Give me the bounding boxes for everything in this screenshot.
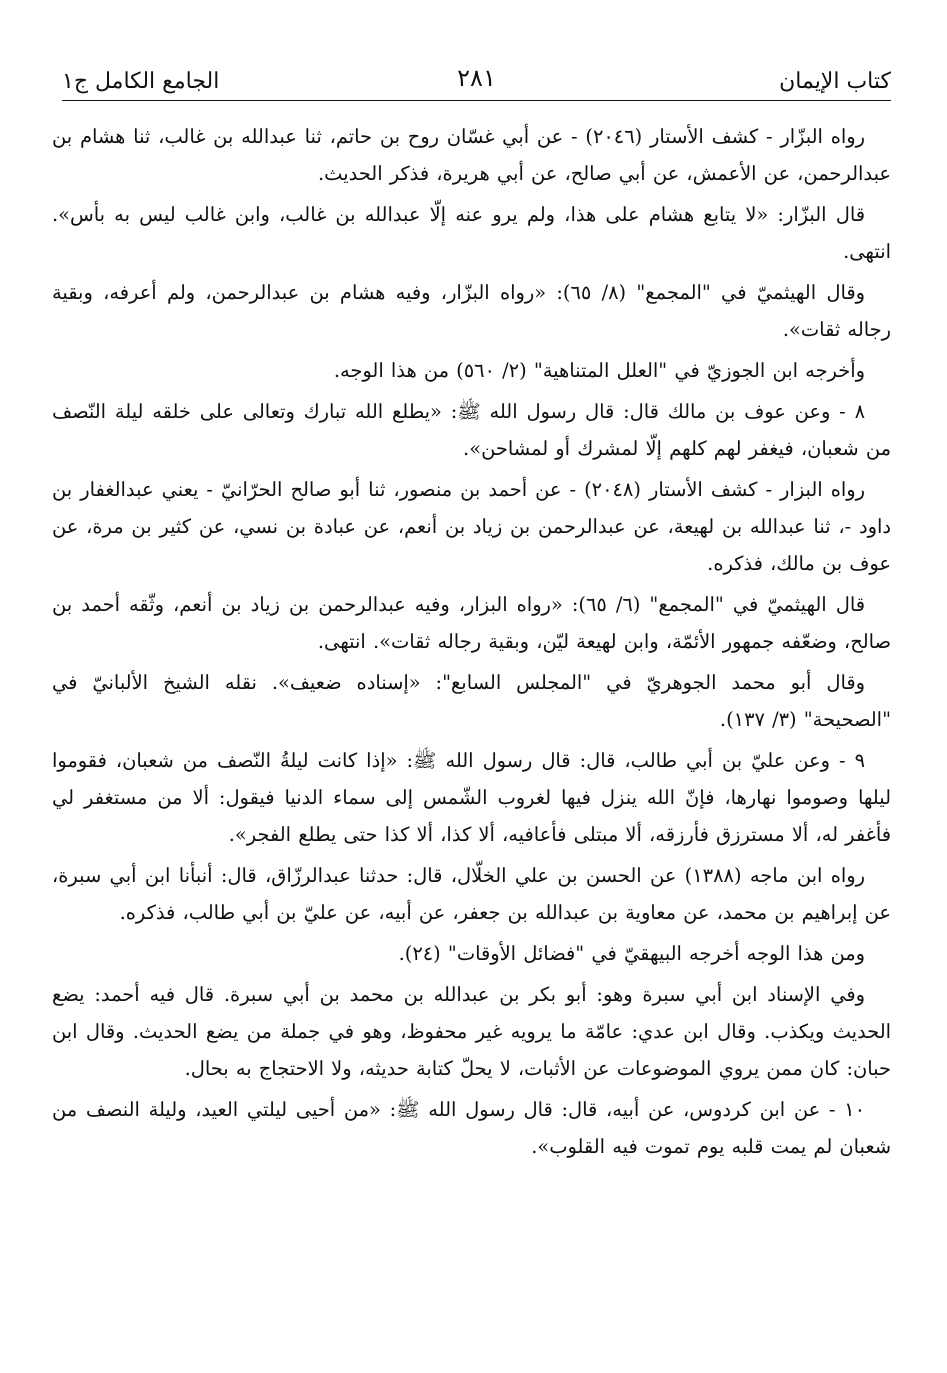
page-body <box>52 118 891 1333</box>
paragraph: رواه البزّار - كشف الأستار (٢٠٤٦) - عن أبي غسّان روح بن حاتم، ثنا عبدالله بن غالب، ثنا هشام بن عبدالرحمن، عن الأعمش، عن أبي صالح، عن أبي هريرة، فذكر الحديث. <box>52 125 891 185</box>
book-title: الجامع الكامل ج١ <box>62 69 220 94</box>
header-rule <box>62 100 891 101</box>
paragraph: وقال الهيثميّ في "المجمع" (٨/ ٦٥): «رواه البزّار، وفيه هشام بن عبدالرحمن، ولم أعرفه، وبقية رجاله ثقات». <box>52 281 891 341</box>
hadith-9: ٩ - وعن عليّ بن أبي طالب، قال: قال رسول الله ﷺ: «إذا كانت ليلةُ النّصف من شعبان، فقوموا ليلها وصوموا نهارها، فإنّ الله ينزل فيها لغروب الشّمس إلى سماء الدنيا فيقول: ألا من مستغفر لي فأغفر له، ألا مسترزق فأرزقه، ألا مبتلى فأعافيه، ألا كذا، ألا كذا حتى يطلع الفجر». <box>52 749 891 846</box>
paragraph: رواه البزار - كشف الأستار (٢٠٤٨) - عن أحمد بن منصور، ثنا أبو صالح الحرّانيّ - يعني عبدالغفار بن داود -، ثنا عبدالله بن لهيعة، عن عبدالرحمن بن زياد بن أنعم، عن عبادة بن نسي، عن كثير بن مرة، عن عوف بن مالك، فذكره. <box>52 478 891 575</box>
running-header <box>62 58 891 96</box>
paragraph: وقال أبو محمد الجوهريّ في "المجلس السابع": «إسناده ضعيف». نقله الشيخ الألبانيّ في "الصحيحة" (٣/ ١٣٧). <box>52 671 891 731</box>
paragraph: قال الهيثميّ في "المجمع" (٦/ ٦٥): «رواه البزار، وفيه عبدالرحمن بن زياد بن أنعم، وثّقه أحمد بن صالح، وضعّفه جمهور الأئمّة، وابن لهيعة ليّن، وبقية رجاله ثقات». انتهى. <box>52 593 891 653</box>
paragraph: ومن هذا الوجه أخرجه البيهقيّ في "فضائل الأوقات" (٢٤). <box>398 942 865 965</box>
chapter-title: كتاب الإيمان <box>779 69 891 94</box>
hadith-10: ١٠ - عن ابن كردوس، عن أبيه، قال: قال رسول الله ﷺ: «من أحيى ليلتي العيد، وليلة النصف من شعبان لم يمت قلبه يوم تموت فيه القلوب». <box>52 1098 891 1158</box>
hadith-8: ٨ - وعن عوف بن مالك قال: قال رسول الله ﷺ: «يطلع الله تبارك وتعالى على خلقه ليلة النّصف من شعبان، فيغفر لهم كلهم إلّا لمشرك أو لمشاحن». <box>52 400 891 460</box>
paragraph: وأخرجه ابن الجوزيّ في "العلل المتناهية" (٢/ ٥٦٠) من هذا الوجه. <box>333 359 865 382</box>
page-number: ٢٨١ <box>457 64 496 92</box>
paragraph: قال البزّار: «لا يتابع هشام على هذا، ولم يرو عنه إلّا عبدالله بن غالب، وابن غالب ليس به بأس». انتهى. <box>52 203 891 263</box>
paragraph: وفي الإسناد ابن أبي سبرة وهو: أبو بكر بن عبدالله بن محمد بن أبي سبرة. قال فيه أحمد: يضع الحديث ويكذب. وقال ابن عدي: عامّة ما يرويه غير محفوظ، وهو في جملة من يضع الحديث. وقال ابن حبان: كان ممن يروي الموضوعات عن الأثبات، لا يحلّ كتابة حديثه، ولا الاحتجاج به بحال. <box>52 983 891 1080</box>
paragraph: رواه ابن ماجه (١٣٨٨) عن الحسن بن علي الخلّال، قال: حدثنا عبدالرزّاق، قال: أنبأنا ابن أبي سبرة، عن إبراهيم بن محمد، عن معاوية بن عبدالله بن جعفر، عن أبيه، عن عليّ بن أبي طالب، فذكره. <box>52 864 891 924</box>
